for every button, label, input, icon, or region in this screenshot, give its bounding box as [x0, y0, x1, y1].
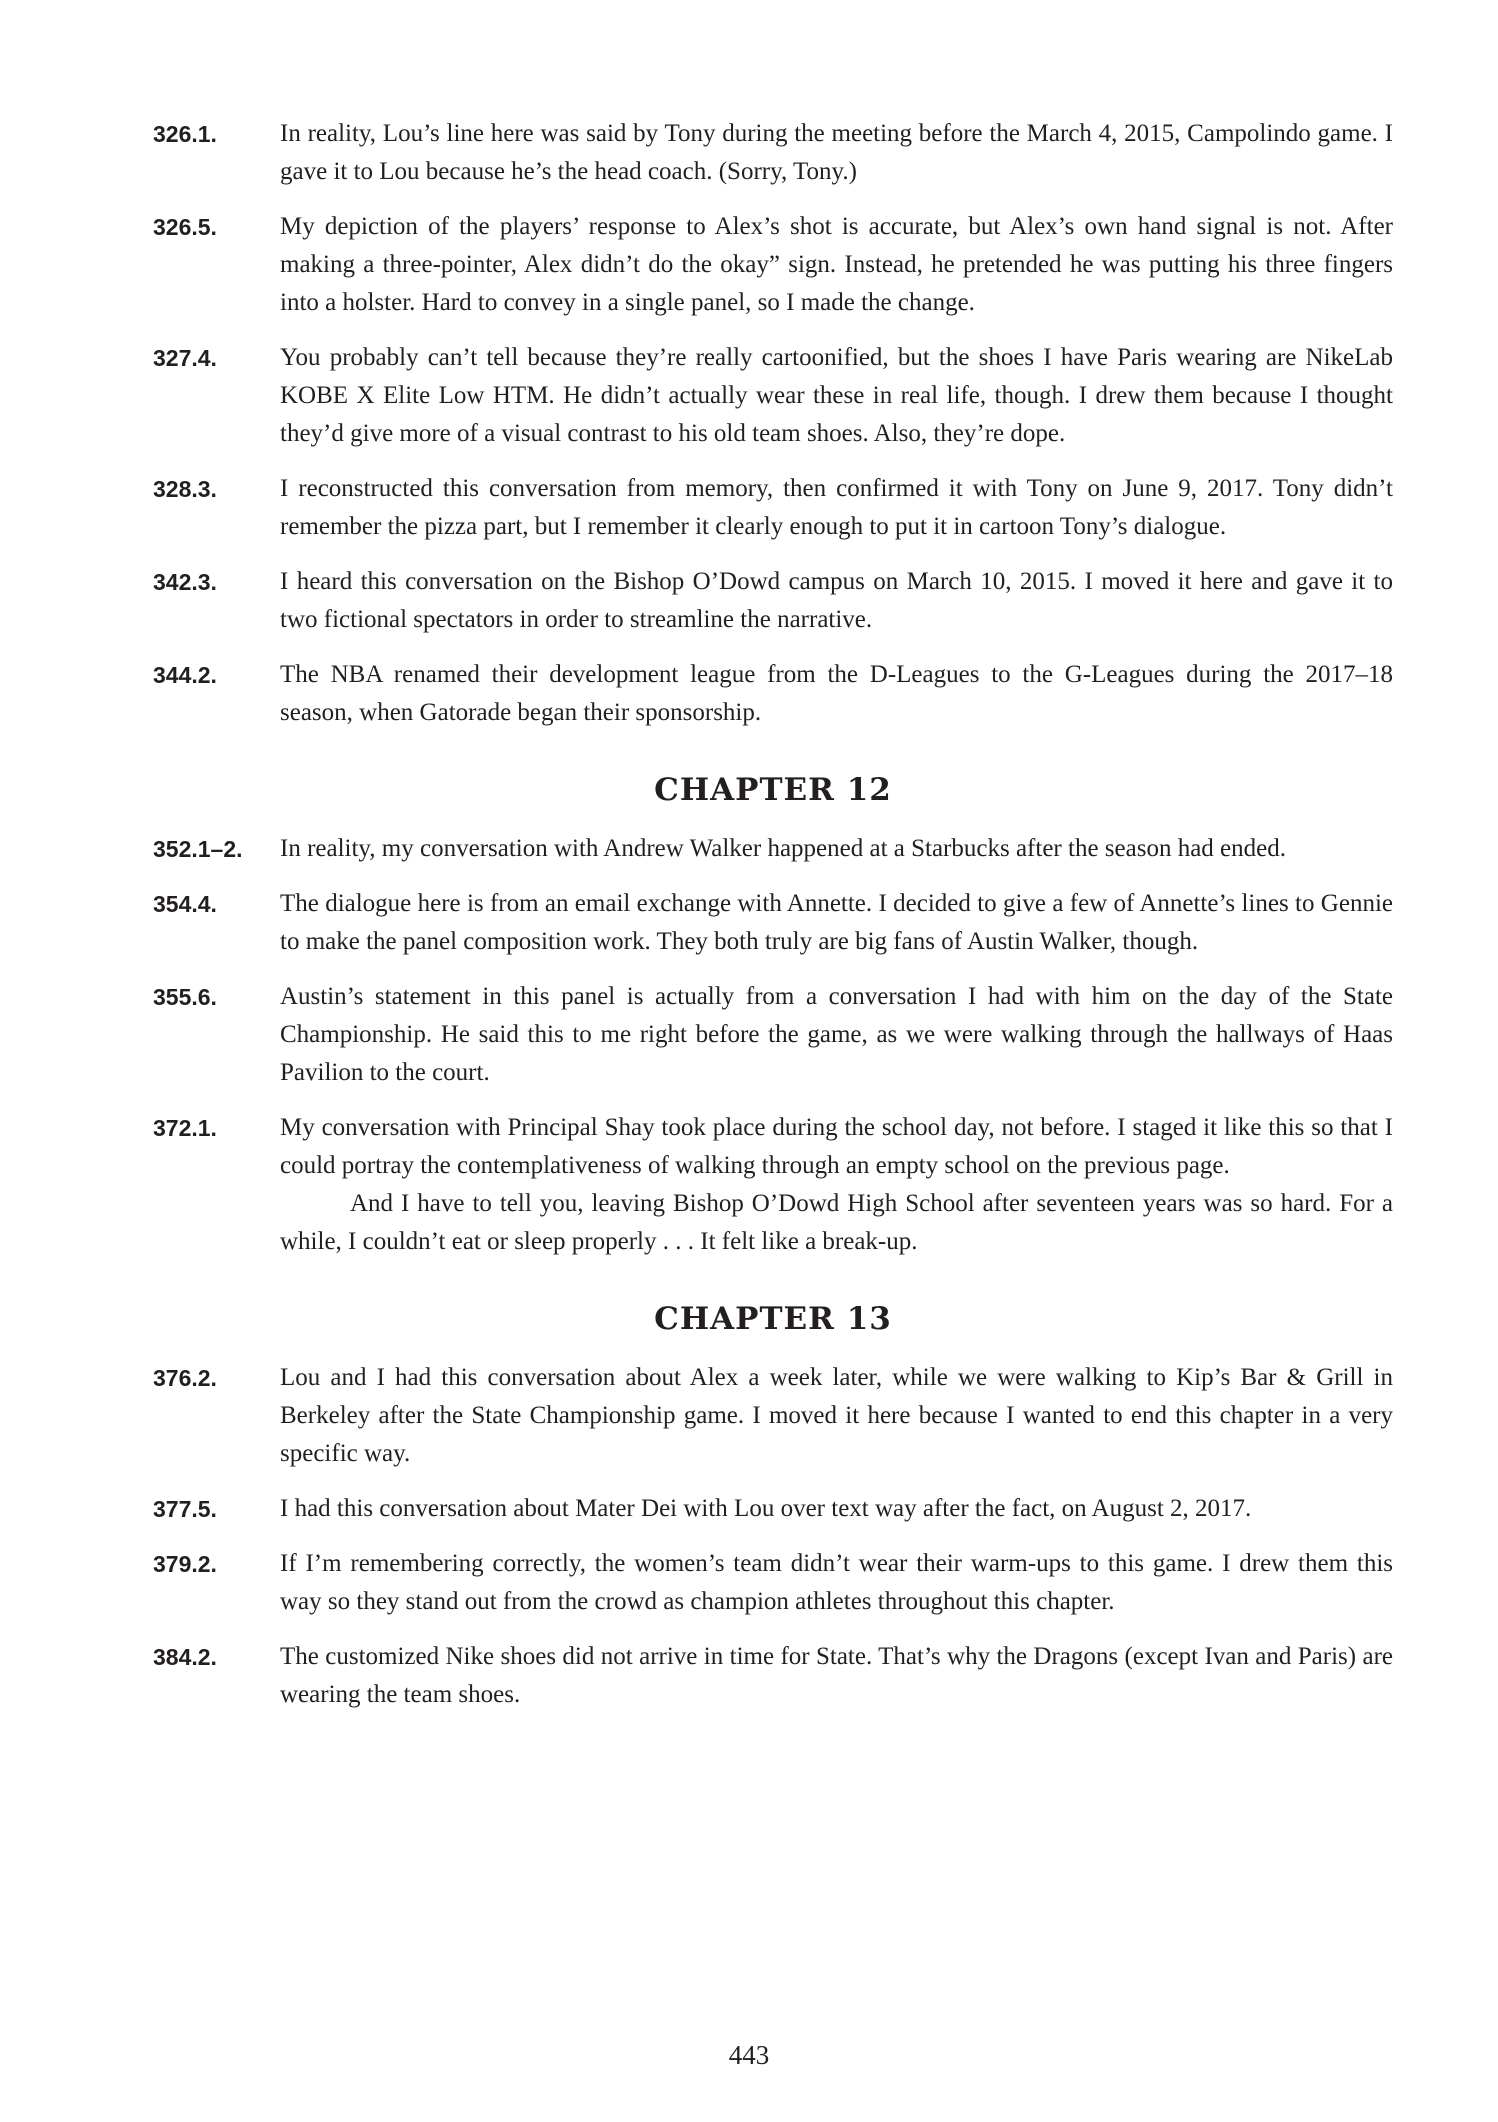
note-text [280, 470, 1393, 546]
note-number: 354.4. [153, 891, 217, 917]
note-paragraph: Lou and I had this conversation about Alex a week later, while we were walking to Kip’s Bar & Grill in Berkeley after the State Championship game. I moved it here because I wanted to end this chapter in a very specific way. [280, 1364, 1393, 1467]
note-paragraph: My depiction of the players’ response to Alex’s shot is accurate, but Alex’s own hand signal is not. After making a three-pointer, Alex didn’t do the okay” sign. Instead, he pretended he was putting his three fingers into a holster. Hard to convey in a single panel, so I made the change. [280, 213, 1393, 316]
note-entry [153, 1359, 1393, 1473]
note-paragraph: I had this conversation about Mater Dei with Lou over text way after the fact, on August 2, 2017. [280, 1495, 1252, 1522]
note-entry [153, 208, 1393, 322]
note-entry [153, 1109, 1393, 1261]
note-paragraph: The NBA renamed their development league from the D-Leagues to the G-Leagues during the 2017–18 season, when Gatorade began their sponsorship. [280, 661, 1393, 726]
note-entry [153, 470, 1393, 546]
note-entry [153, 978, 1393, 1092]
note-text [280, 830, 1393, 868]
note-text [280, 1490, 1393, 1528]
note-paragraph: I reconstructed this conversation from memory, then confirmed it with Tony on June 9, 2017. Tony didn’t remember the pizza part, but I remember it clearly enough to put it in cartoon Tony’s dialogue. [280, 475, 1393, 540]
note-text [280, 339, 1393, 453]
chapter-heading: CHAPTER 13 [654, 1301, 892, 1337]
note-text [280, 1638, 1393, 1714]
note-number: 355.6. [153, 984, 217, 1010]
note-paragraph: My conversation with Principal Shay took place during the school day, not before. I staged it like this so that I could portray the contemplativeness of walking through an empty school on the previous page. [280, 1114, 1393, 1179]
note-number: 342.3. [153, 569, 217, 595]
note-text [280, 1109, 1393, 1261]
note-number: 352.1–2. [153, 836, 243, 862]
note-number: 326.1. [153, 121, 217, 147]
note-number: 327.4. [153, 345, 217, 371]
note-text [280, 1359, 1393, 1473]
note-entry [153, 830, 1393, 868]
note-number: 384.2. [153, 1644, 217, 1670]
page-number: 443 [728, 2040, 770, 2070]
note-number: 372.1. [153, 1115, 217, 1141]
note-entry [153, 339, 1393, 453]
note-text [280, 885, 1393, 961]
note-paragraph: You probably can’t tell because they’re really cartoonified, but the shoes I have Paris wearing are NikeLab KOBE X Elite Low HTM. He didn’t actually wear these in real life, though. I drew them because I thought they’d give more of a visual contrast to his old team shoes. Also, they’re dope. [280, 344, 1393, 447]
note-paragraph: Austin’s statement in this panel is actually from a conversation I had with him on the day of the State Championship. He said this to me right before the game, as we were walking through the hallways of Haas Pavilion to the court. [280, 983, 1393, 1086]
note-text [280, 115, 1393, 191]
note-entry [153, 115, 1393, 191]
note-number: 379.2. [153, 1551, 217, 1577]
chapter-heading: CHAPTER 12 [654, 772, 892, 808]
note-entry [153, 1545, 1393, 1621]
note-text [280, 208, 1393, 322]
note-entry [153, 656, 1393, 732]
note-entry [153, 1638, 1393, 1714]
note-paragraph: And I have to tell you, leaving Bishop O’Dowd High School after seventeen years was so hard. For a while, I couldn’t eat or sleep properly . . . It felt like a break-up. [280, 1190, 1393, 1255]
note-paragraph: The customized Nike shoes did not arrive in time for State. That’s why the Dragons (except Ivan and Paris) are wearing the team shoes. [280, 1643, 1393, 1708]
note-entry [153, 563, 1393, 639]
note-paragraph: I heard this conversation on the Bishop O’Dowd campus on March 10, 2015. I moved it here and gave it to two fictional spectators in order to streamline the narrative. [280, 568, 1393, 633]
note-paragraph: In reality, my conversation with Andrew Walker happened at a Starbucks after the season had ended. [280, 835, 1286, 862]
note-number: 376.2. [153, 1365, 217, 1391]
note-number: 344.2. [153, 662, 217, 688]
note-text [280, 563, 1393, 639]
note-number: 326.5. [153, 214, 217, 240]
note-entry [153, 1490, 1393, 1528]
note-number: 377.5. [153, 1496, 217, 1522]
note-entry [153, 885, 1393, 961]
note-text [280, 1545, 1393, 1621]
note-text [280, 656, 1393, 732]
note-text [280, 978, 1393, 1092]
notes-content [153, 115, 1393, 1731]
note-number: 328.3. [153, 476, 217, 502]
note-paragraph: The dialogue here is from an email exchange with Annette. I decided to give a few of Annette’s lines to Gennie to make the panel composition work. They both truly are big fans of Austin Walker, though. [280, 890, 1393, 955]
note-paragraph: In reality, Lou’s line here was said by Tony during the meeting before the March 4, 2015, Campolindo game. I gave it to Lou because he’s the head coach. (Sorry, Tony.) [280, 120, 1393, 185]
note-paragraph: If I’m remembering correctly, the women’s team didn’t wear their warm-ups to this game. I drew them this way so they stand out from the crowd as champion athletes throughout this chapter. [280, 1550, 1393, 1615]
